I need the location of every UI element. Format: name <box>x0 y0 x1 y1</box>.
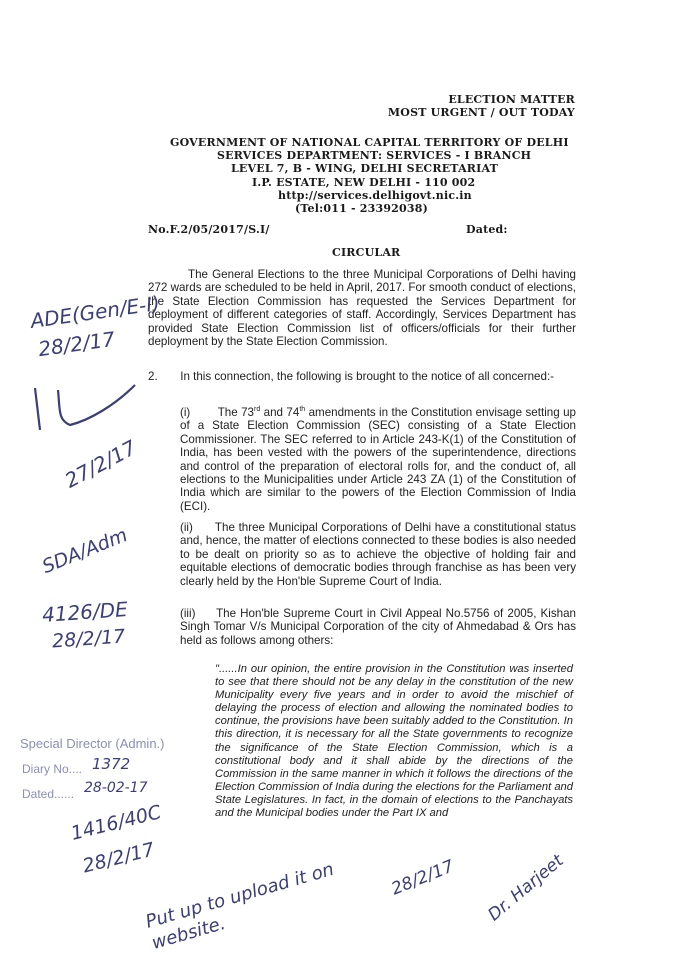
org-estate: I.P. ESTATE, NEW DELHI - 110 002 <box>252 176 476 189</box>
election-matter-label: ELECTION MATTER <box>448 93 575 106</box>
clause-i-label: (i) <box>180 406 191 419</box>
handwritten-note: Put up to upload it on website. <box>143 858 337 954</box>
paragraph-2-number: 2. <box>148 370 158 383</box>
handwritten-sda: SDA/Adm <box>39 524 131 578</box>
clause-i-text-c: amendments in the Constitution envisage setting up of a State Election Commission (SEC) consisting of a State Election Commissioner. The SEC referred to in Article 243-K(1) of the Constitution of India, has been vested with the powers of the superintendence, directions and control of the preparation of electoral rolls for, and the conduct of, all elections to the Municipalities under Article 243 ZA (1) of the Constitution of India which are similar to the powers of the Election Commission of India (ECI). <box>180 406 576 513</box>
clause-i <box>180 406 576 513</box>
stamp-title: Special Director (Admin.) <box>20 736 165 751</box>
org-department: SERVICES DEPARTMENT: SERVICES - I BRANCH <box>217 149 532 162</box>
stamp-diary-label: Diary No.... <box>22 762 83 776</box>
handwritten-date-2: 27/2/17 <box>60 435 141 493</box>
stamp-dated-label: Dated...... <box>22 787 75 801</box>
clause-i-text-b: and 74 <box>260 406 300 419</box>
dated-label: Dated: <box>466 223 508 236</box>
clause-i-sup-th: th <box>299 406 306 414</box>
handwritten-diary-1: 4126/DE <box>41 597 129 627</box>
court-quote: "......In our opinion, the entire provision in the Constitution was inserted to see that there should not be any delay in the constitution of the new Municipality every five years and in order to avoid the mischief of delaying the process of election and allowing the nominated bodies to continue, the provisions have been suitably added to the Constitution. In this direction, it is necessary for all the State governments to recognize the significance of the State Election Commission, which is a constitutional body and it shall abide by the directions of the Commission in the same manner in which it follows the directions of the Election Commission of India during the elections for the Parliament and State Legislatures. In fact, in the domain of elections to the Panchayats and the Municipal bodies under the Part IX and <box>215 663 573 820</box>
clause-iii-label: (iii) <box>180 607 196 620</box>
handwritten-initial-mark <box>30 380 140 440</box>
clause-i-sup-rd: rd <box>254 406 261 414</box>
paragraph-2-text: In this connection, the following is brought to the notice of all concerned:- <box>180 370 555 383</box>
handwritten-diary-2: 1416/40C <box>68 801 164 845</box>
org-website-link[interactable]: http://services.delhigovt.nic.in <box>278 189 472 202</box>
handwritten-diary-2-date: 28/2/17 <box>80 838 157 878</box>
clause-iii-text: The Hon'ble Supreme Court in Civil Appeal No.5756 of 2005, Kishan Singh Tomar V/s Municipal Corporation of the city of Ahmedabad & Ors has held as follows among others: <box>180 607 576 647</box>
clause-i-text-a: The 73 <box>217 406 254 419</box>
clause-ii <box>180 521 576 588</box>
org-phone: (Tel:011 - 23392038) <box>295 202 428 215</box>
urgency-label: MOST URGENT / OUT TODAY <box>387 106 575 119</box>
handwritten-signature: Dr. Harjeet <box>484 850 568 926</box>
paragraph-2 <box>148 370 576 383</box>
org-level: LEVEL 7, B - WING, DELHI SECRETARIAT <box>231 162 499 175</box>
paragraph-1: The General Elections to the three Municipal Corporations of Delhi having 272 wards are scheduled to be held in April, 2017. For smooth conduct of elections, the State Election Commission has requested the Services Department for deployment of different categories of staff. Accordingly, Services Department has provided State Election Commission list of officers/officials for their further deployment by the State Election Commission. <box>148 268 576 349</box>
stamp-diary-value: 1372 <box>92 755 131 773</box>
circular-title: CIRCULAR <box>332 246 401 259</box>
handwritten-ade: ADE(Gen/E-I) <box>28 291 162 333</box>
handwritten-diary-1-date: 28/2/17 <box>51 625 126 653</box>
file-number: No.F.2/05/2017/S.I/ <box>148 223 270 236</box>
stamp-dated-value: 28-02-17 <box>84 780 148 796</box>
clause-ii-label: (ii) <box>180 521 193 534</box>
handwritten-date-1: 28/2/17 <box>36 326 117 362</box>
clause-ii-text: The three Municipal Corporations of Delhi have a constitutional status and, hence, the matter of elections connected to these bodies is also needed to be dealt on priority so as to achieve the objective of holding fair and equitable elections of democratic bodies through franchise as has been very clearly held by the Hon'ble Supreme Court of India. <box>180 521 577 588</box>
handwritten-date-3: 28/2/17 <box>388 856 457 900</box>
clause-iii <box>180 607 576 647</box>
org-name: GOVERNMENT OF NATIONAL CAPITAL TERRITORY OF DELHI <box>170 136 569 149</box>
